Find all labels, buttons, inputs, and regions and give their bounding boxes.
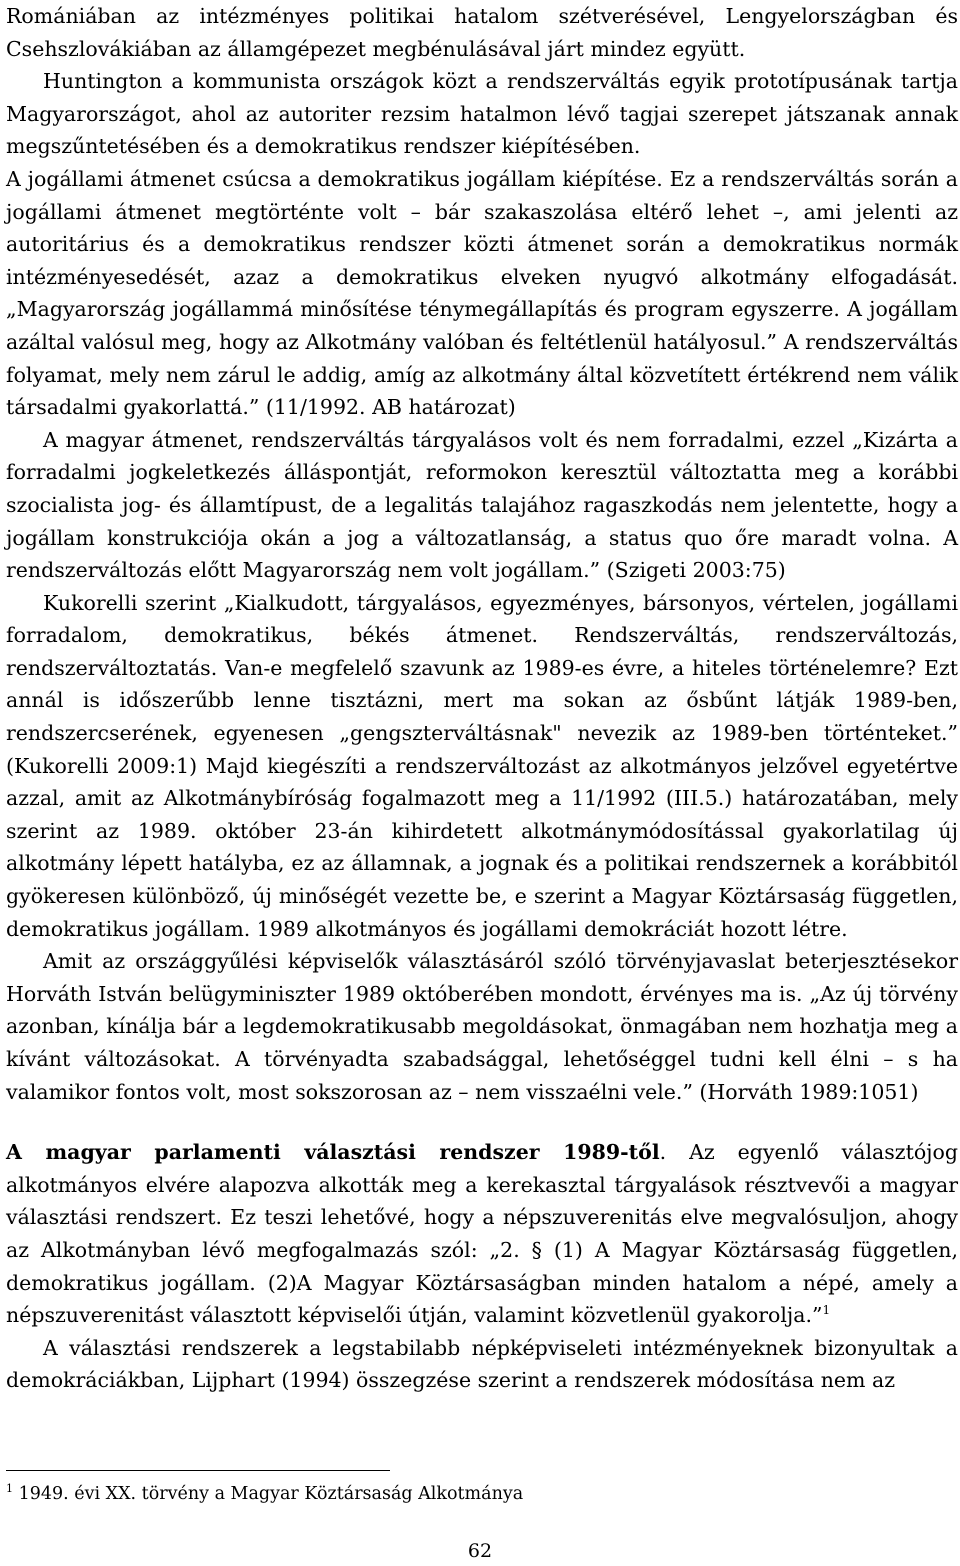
footnote-separator: [6, 1470, 390, 1471]
paragraph: Amit az országgyűlési képviselők választásáról szóló törvényjavaslat beterjesztésekor Horváth István belügyminiszter 1989 októberében mondott, érvényes ma is. „Az új törvény azonban, kínálja bár a legdemokratikusabb megoldásokat, önmagában nem hozhatja meg a kívánt változásokat. A törvényadta szabadsággal, lehetőséggel tudni kell élni – s ha valamikor fontos volt, most sokszorosan az – nem visszaélni vele.” (Horváth 1989:1051): [6, 949, 958, 1104]
paragraph: Kukorelli szerint „Kialkudott, tárgyalásos, egyezményes, bársonyos, vértelen, jogállami forradalom, demokratikus, békés átmenet. Rendszerváltás, rendszerváltozás, rendszerváltoztatás. Van-e megfelelő szavunk az 1989-es évre, a hiteles történelemre? Ezt annál is időszerűbb lenne tisztázni, mert ma sokan az ősbűnt látják 1989-ben, rendszercserének, egyenesen „gengszterváltásnak" nevezik az 1989-ben történteket.” (Kukorelli 2009:1) Majd kiegészíti a rendszerváltozást az alkotmányos jelzővel egyetértve azzal, amit az Alkotmánybíróság fogalmazott meg a 11/1992 (III.5.) határozatában, mely szerint az 1989. október 23-án kihirdetett alkotmánymódosítással gyakorlatilag új alkotmány lépett hatályba, ez az államnak, a jognak és a politikai rendszernek a korábbitól gyökeresen különböző, új minőségét vezette be, e szerint a Magyar Köztársaság független, demokratikus jogállam. 1989 alkotmányos és jogállami demokráciát hozott létre.: [6, 590, 958, 941]
section-gap: [6, 1108, 958, 1136]
section-body: Az egyenlő választójog alkotmányos elvére alapozva alkották meg a kerekasztal tárgyalások résztvevői a magyar választási rendszert. Ez teszi lehetővé, hogy a népszuverenitás elve megvalósuljon, ahogy az Alkotmányban lévő megfogalmazás szól: „2. § (1) A Magyar Köztársaság független, demokratikus jogállam. (2)A Magyar Köztársaságban minden hatalom a népé, amely a népszuverenitást választott képviselői útján, valamint közvetlenül gyakorolja.”: [6, 1140, 958, 1328]
page-number: 62: [467, 1540, 493, 1562]
footnote: [6, 1482, 906, 1506]
paragraph: A választási rendszerek a legstabilabb népképviseleti intézményeknek bizonyultak a demokráciákban, Lijphart (1994) összegzése szerint a rendszerek módosítása nem az: [6, 1335, 958, 1393]
paragraph: A jogállami átmenet csúcsa a demokratikus jogállam kiépítése. Ez a rendszerváltás során a jogállami átmenet megtörténte volt – bár szakaszolása eltérő lehet –, ami jelenti az autoritárius és a demokratikus rendszer közti átmenet során a demokratikus normák intézményesedését, azaz a demokratikus elveken nyugvó alkotmány elfogadását. „Magyarország jogállammá minősítése ténymegállapítás és program egyszerre. A jogállam azáltal valósul meg, hogy az Alkotmány valóban és feltétlenül hatályosul.” A rendszerváltás folyamat, mely nem zárul le addig, amíg az alkotmány által közvetített értékrend nem válik társadalmi gyakorlattá.” (11/1992. AB határozat): [6, 166, 958, 420]
paragraph: Huntington a kommunista országok közt a rendszerváltás egyik prototípusának tartja Magyarországot, ahol az autoriter rezsim hatalmon lévő tagjai szerepet játszanak annak megszűntetésében és a demokratikus rendszer kiépítésében.: [6, 69, 958, 159]
footnote-reference[interactable]: 1: [822, 1303, 831, 1318]
paragraph: Romániában az intézményes politikai hatalom szétverésével, Lengyelországban és Csehszlovákiában az államgépezet megbénulásával járt mindez együtt.: [6, 4, 958, 61]
paragraph: A magyar átmenet, rendszerváltás tárgyalásos volt és nem forradalmi, ezzel „Kizárta a forradalmi jogkeletkezés álláspontját, reformokon keresztül változtatta meg a korábbi szocialista jog- és államtípust, de a legalitás talajához ragaszkodás nem jelentette, hogy a jogállam konstrukciója okán a jog a változatlanság, a status quo őre maradt volna. A rendszerváltozás előtt Magyarország nem volt jogállam.” (Szigeti 2003:75): [6, 427, 958, 583]
footnote-text: 1949. évi XX. törvény a Magyar Köztársaság Alkotmánya: [13, 1484, 524, 1504]
section-heading-end: .: [659, 1140, 667, 1165]
section-paragraph: [6, 1136, 958, 1332]
section-heading: A magyar parlamenti választási rendszer 1989-től: [6, 1140, 660, 1165]
document-body: [6, 0, 958, 1397]
footnote-marker: 1: [6, 1482, 13, 1496]
